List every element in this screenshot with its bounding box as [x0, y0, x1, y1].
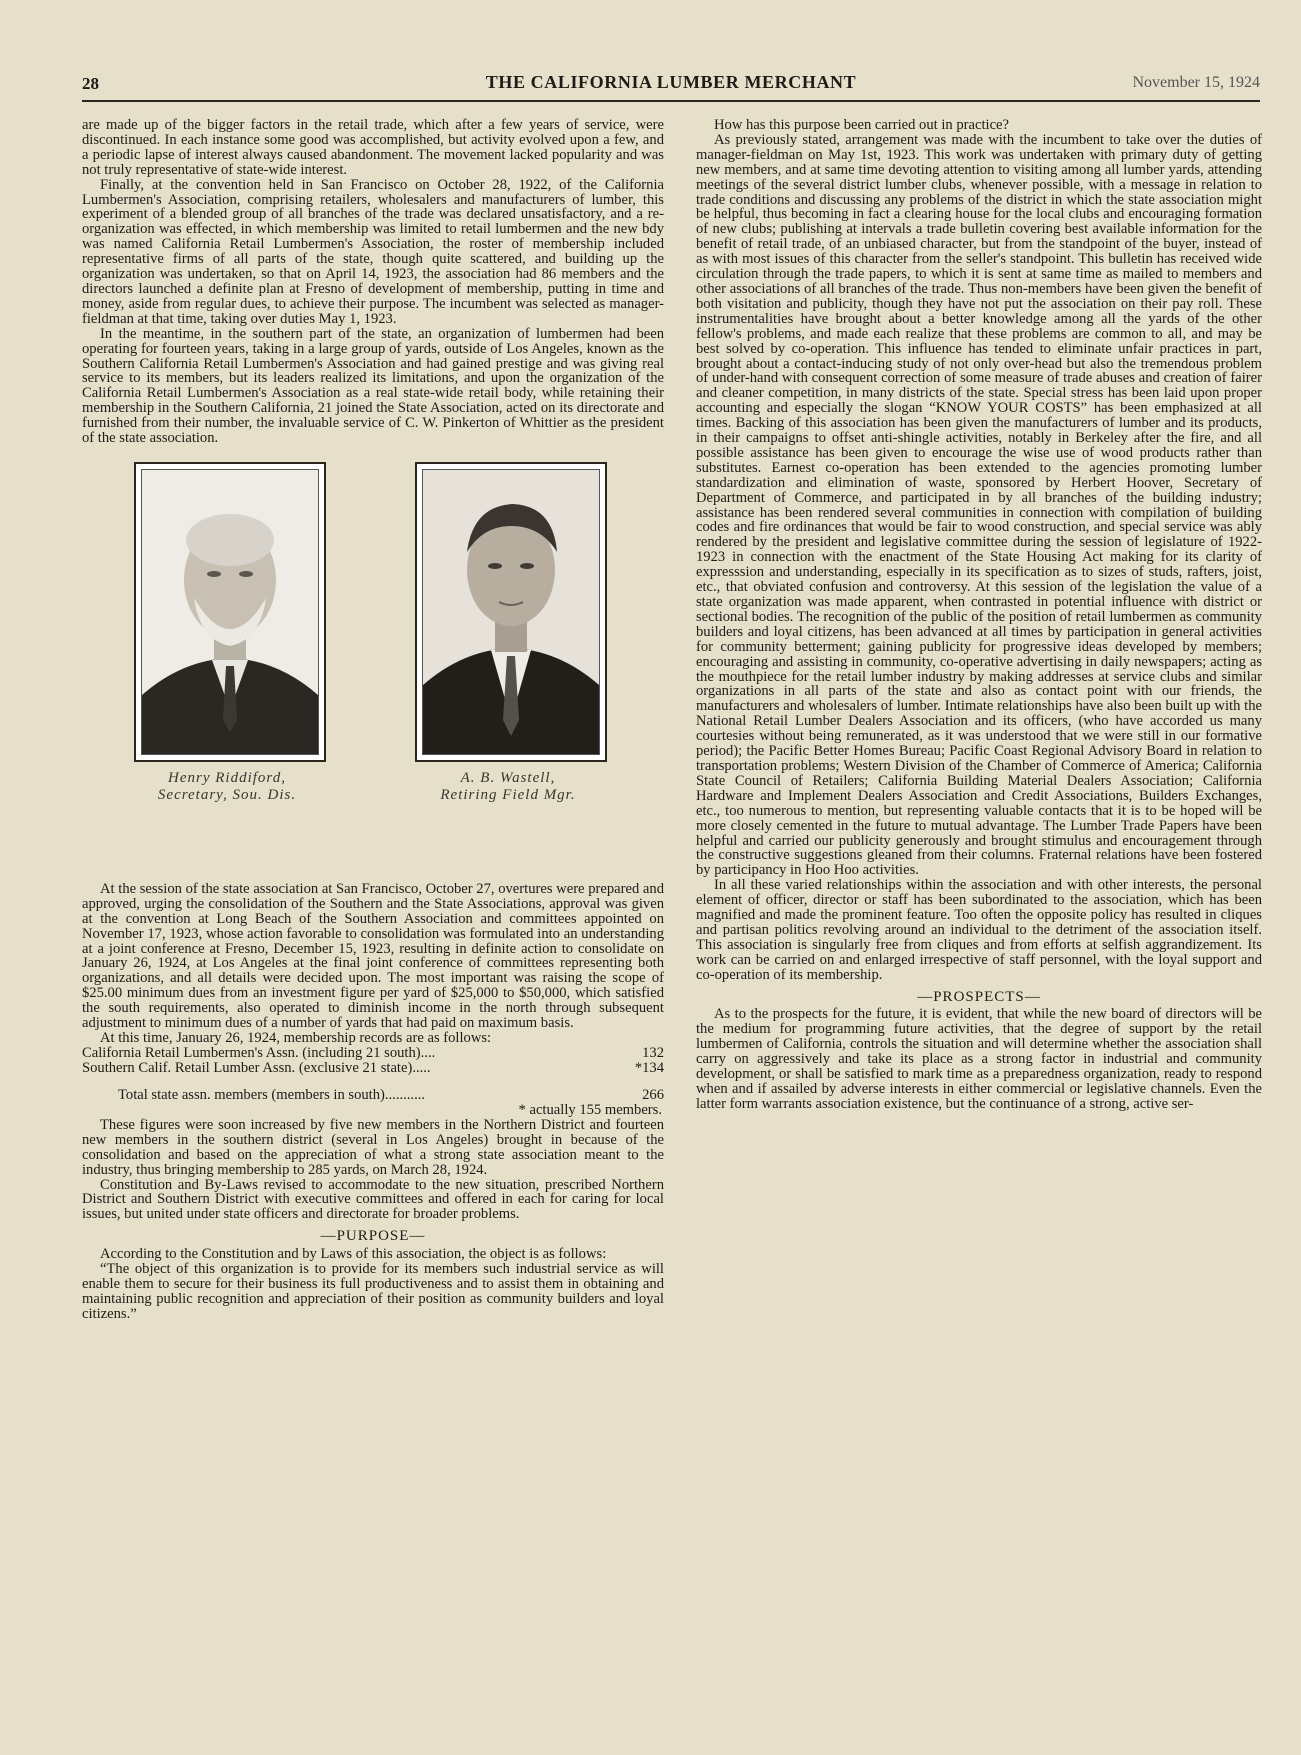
- caption-title: Retiring Field Mgr.: [440, 786, 576, 803]
- paragraph: As previously stated, arrangement was made with the incumbent to take over the duties of manager-fieldman on May 1st, 1923. This work was undertaken with primary duty of getting new members, and at same time devoting attention to visiting among all lumber yards, attending meetings of the several district lumber clubs, whenever possible, with a message in relation to trade conditions and discussing any problems of the district in which the state association might be helpful, thus becoming in fact a clearing house for the local clubs and encouraging formation of new clubs; publishing at intervals a trade bulletin covering best available information for the benefit of retail trade, of an unbiased character, but from the standpoint of the buyer, instead of as with most issues of this character from the seller's standpoint. This bulletin has received wide circulation through the trade papers, to which it is sent at same time as mailed to members and other associations of all branches of the trade. Thus non-members have been given the benefit of both visitation and publicity, though they have not put the association on their pay roll. These instrumentalities have brought about a better knowledge among all the yards of the other fellow's problems, and made each realize that these problems are common to all, and may be best solved by co-operation. This influence has tended to eliminate unfair practices in part, brought about a contact-inducing study of not only over-head but also the tremendous problem of under-hand with consequent correction of some measure of trade abuses and creation of fairer and cleaner competition, in many districts of the state. Special stress has been laid upon proper accounting and especially the slogan “KNOW YOUR COSTS” has been emphasized at all times. Backing of this association has been given the manufacturers of lumber and its products, in their campaigns to offset anti-shingle activities, notably in Berkeley after the fire, and all possible assistance has been given to encourage the wise use of wood products rather than substitutes. Earnest co-operation has been extended to the agencies promoting lumber standardization and elimination of waste, sponsored by Herbert Hoover, Secretary of Department of Commerce, and participated in by all branches of the building industry; assistance has been rendered several communities in connection with compilation of building codes and fire ordinances that would be fair to wood construction, and special service was ably rendered by the president and legislative committee during the session of legislature of 1922-1923 in connection with the enactment of the State Housing Act making for its clarity of expresssion and understanding, especially in its specification as to sizes of studs, rafters, joist, etc., that obviated confusion and controversy. At this session of the legislation the value of a state organization was made apparent, when contrasted in potential influence with district or sectional bodies. The recognition of the public of the position of retail lumbermen as community builders and loyal citizens, has been advanced at all times by participation in general activities for community betterment; gaining publicity for progressive ideas developed by members; encouraging and assisting in community, co-operative advertising in daily newspapers; acting as the mouthpiece for the retail lumber industry by making addresses at service clubs and similar organizations in all parts of the state and also as contact point with our friends, the manufacturers and wholesalers of lumber. Intimate relationships have also been built up with the National Retail Lumber Dealers Association and its officers, (who have accorded us many courtesies without being remunerated, as it was understood that we were still in our formative period); the Pacific Better Homes Bureau; Pacific Coast Regional Advisory Board in relation to transportation problems; Western Division of the Chamber of Commerce of America; California State Council of Retailers; California Building Material Dealers Association; California Hardware and Implement Dealers Association and Credit Associations, Builders Exchanges, etc., too numerous to mention, but representing valuable contacts that it is to be hoped will be more closely cemented in the future to mutual advantage. The Lumber Trade Papers have been helpful and carried our publicity generously and brought stimulus and encouragement through the constructive suggestions gleaned from their columns. Fraternal relations have been fostered by participancy in Hoo Hoo activities.: [696, 131, 1262, 879]
- table-footnote: * actually 155 members.: [518, 1101, 662, 1118]
- issue-date: November 15, 1924: [1132, 74, 1260, 91]
- right-column: [696, 118, 1262, 1112]
- portrait-photo-wastell: [415, 462, 607, 762]
- portrait-photo-riddiford: [134, 462, 326, 762]
- paragraph: In the meantime, in the southern part of the state, an organization of lumbermen had been operating for fourteen years, taking in a large group of yards, outside of Los Angeles, known as the Southern California Retail Lumbermen's Association and had gained prestige and was giving real service to its members, but its leaders realized its limitations, and upon the organization of the California Retail Lumbermen's Association as a real state-wide retail body, while retaining their membership in the Southern California, 21 joined the State Association, acted on its directorate and furnished from their number, the invaluable service of C. W. Pinkerton of Whittier as the president of the state association.: [82, 325, 664, 447]
- paragraph: At this time, January 26, 1924, membership records are as follows:: [100, 1030, 492, 1046]
- man-in-suit-portrait: [423, 470, 599, 754]
- paragraph: are made up of the bigger factors in the retail trade, which after a few years of service, were discontinued. In each instance some good was accomplished, but activity evolved upon a few, and a periodic lapse of interest always caused abandonment. The movement lacked popularity and was not truly representative of state-wide interest.: [82, 117, 664, 178]
- paragraph: These figures were soon increased by five new members in the Northern District and fourteen new members in the southern district (several in Los Angeles) brought in because of the consolidation and based on the appreciation of what a strong state association meant to the industry, thus bringing membership to 285 yards, on March 28, 1924.: [82, 1116, 664, 1178]
- section-heading-purpose: —PURPOSE—: [320, 1228, 426, 1245]
- membership-table: [82, 1046, 664, 1118]
- paragraph: According to the Constitution and by Laws of this association, the object is as follows:: [100, 1246, 607, 1263]
- quote-paragraph: “The object of this organization is to provide for its members such industrial service as will enable them to secure for their business its full productiveness and to assist them in obtaining and maintaining public recognition and appreciation of their position as community builders and loyal citizens.”: [82, 1261, 664, 1322]
- row-value: 132: [642, 1044, 664, 1061]
- publication-title: THE CALIFORNIA LUMBER MERCHANT: [485, 72, 857, 92]
- paragraph: In all these varied relationships within the association and with other interests, the personal element of officer, director or staff has been subordinated to the association, which has been magnified and made the prominent feature. Too often the opposite policy has resulted in cliques and partisan politics revolving around an individual to the detriment of the association itself. This association is singularly free from cliques and from efforts at selfish aggrandizement. Its work can be carried on and enlarged irrespective of staff personnel, with the loyal support and co-operation of its membership.: [696, 877, 1262, 983]
- paragraph: At the session of the state association at San Francisco, October 27, overtures were prepared and approved, urging the consolidation of the Southern and the State Associations, approval was given at the convention at Long Beach of the Southern Association and committees appointed on November 17, 1923, whose action favorable to consolidation was formulated into an understanding at a joint conference at Fresno, December 15, 1923, resulting in definite action to consolidate on January 26, 1924, at Los Angeles at the final joint conference of committees representing both organizations, and all details were decided upon. The most important was raising the scope of $25.00 minimum dues from an investment figure per yard of $25,000 to $50,000, which satisfied the south requirements, also operated to diminish income in the north through subsequent adjustment to minimum dues of a number of yards that had paid on maximum basis.: [82, 880, 664, 1032]
- paragraph: How has this purpose been carried out in practice?: [714, 117, 1010, 133]
- page-header: [82, 72, 1260, 102]
- section-heading-prospects: —PROSPECTS—: [917, 988, 1041, 1005]
- portrait-photos: [82, 462, 664, 874]
- row-label: California Retail Lumbermen's Assn. (including 21 south)....: [82, 1045, 436, 1061]
- left-column: [82, 118, 664, 1322]
- caption-name: Henry Riddiford,: [168, 769, 286, 786]
- elderly-man-portrait: [142, 470, 318, 754]
- paragraph: Finally, at the convention held in San Francisco on October 28, 1922, of the California Lumbermen's Association, comprising retailers, wholesalers and manufacturers of lumber, this experiment of a blended group of all branches of the trade was declared unsatisfactory, and a re-organization was effected, in which membership was limited to retail lumbermen and the new bdy was named California Retail Lumbermen's Association, the roster of membership included representative firms of all parts of the state, though quite scattered, and building up the organization was undertaken, so that on April 14, 1923, the association had 86 members and the directors launched a definite plan at Fresno of development of membership, putting in time and money, aside from regular dues, to achieve their purpose. The incumbent was selected as manager-fieldman at that time, taking over duties May 1, 1923.: [82, 176, 664, 327]
- table-row: [82, 1046, 664, 1061]
- caption-riddiford: [112, 770, 342, 804]
- row-label: Southern Calif. Retail Lumber Assn. (exclusive 21 state).....: [82, 1060, 431, 1076]
- caption-wastell: [393, 770, 623, 804]
- total-row: [82, 1088, 664, 1103]
- caption-name: A. B. Wastell,: [460, 769, 556, 786]
- table-row: [82, 1061, 664, 1076]
- paragraph: As to the prospects for the future, it is evident, that while the new board of directors will be the medium for programming future activities, that the degree of support by the retail lumbermen of California, controls the situation and will determine whether the association shall carry on aggressively and take its place as a strong factor in industrial and community development, or shall be satisfied to mark time as a preparedness organization, ready to respond when and if assailed by adverse interests in either commercial or legislative channels. Even the latter form warrants association existence, but the continuance of a strong, active ser-: [696, 1006, 1262, 1112]
- caption-title: Secretary, Sou. Dis.: [157, 786, 297, 803]
- total-value: 266: [642, 1086, 664, 1103]
- portrait-image: [422, 469, 600, 755]
- row-value: *134: [634, 1059, 664, 1076]
- total-label: Total state assn. members (members in south)...........: [118, 1087, 426, 1103]
- portrait-image: [141, 469, 319, 755]
- paragraph: Constitution and By-Laws revised to accommodate to the new situation, prescribed Northern District and Southern District with executive committees and offered in each for caring for local issues, but united under state officers and directorate for broader problems.: [82, 1176, 664, 1223]
- page-number: 28: [82, 74, 99, 93]
